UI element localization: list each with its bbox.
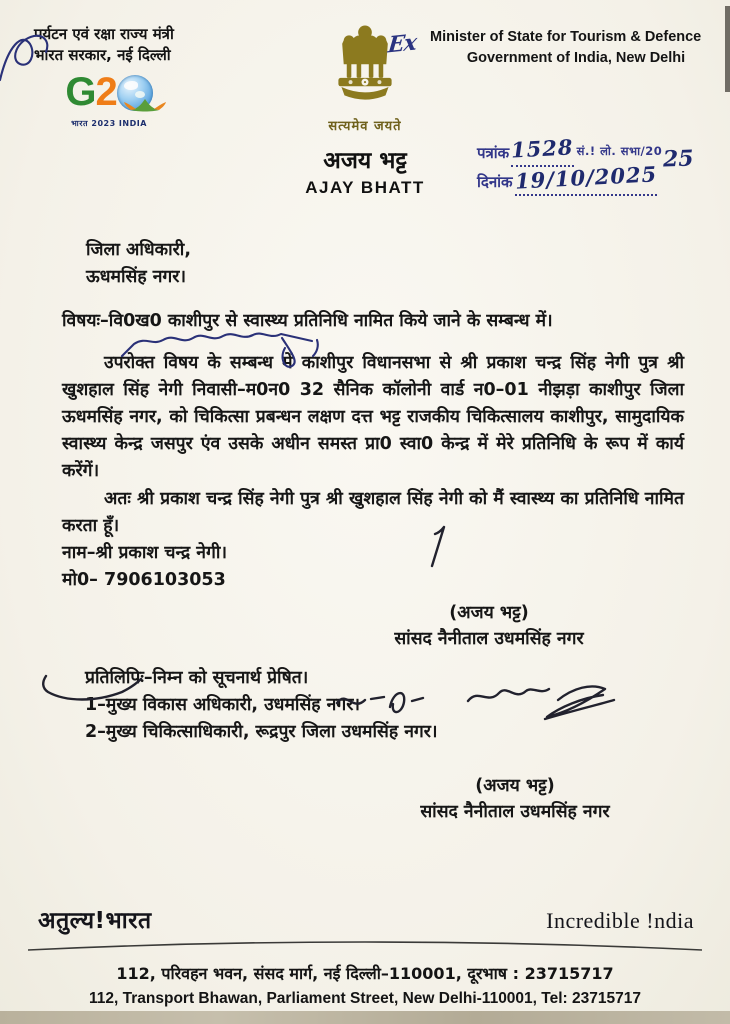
minister-designation-english-line2: Government of India, New Delhi (466, 50, 686, 67)
copy-to-heading: प्रतिलिपिः–निम्न को सूचनार्थ प्रेषित। (85, 668, 309, 688)
handwritten-year: 25 (662, 145, 695, 173)
minister-designation-english-line1: Minister of State for Tourism & Defence (430, 29, 702, 45)
handwritten-date: 19/10/2025 (514, 161, 658, 194)
paragraph-2: अतः श्री प्रकाश चन्द्र सिंह नेगी पुत्र श्री खुशहाल सिंह नेगी को मैं स्वास्थ्य का प्रतिनिधि नामित करता हूँ। (62, 489, 684, 536)
g20-logo (40, 70, 178, 129)
letter-number-line (510, 134, 575, 167)
signature-block-2 (380, 773, 650, 825)
minister-designation-hindi (34, 24, 174, 66)
scan-edge-artifact (725, 6, 730, 92)
date-label: दिनांक (477, 173, 513, 191)
handwritten-letter-number: 1528 (510, 134, 575, 163)
letter-number-row (477, 134, 695, 173)
signatory-title-2: सांसद नैनीताल उधमसिंह नगर (420, 802, 610, 822)
mobile-number-line: मो0– 7906103053 (62, 570, 226, 590)
copy-to-item-1: 1–मुख्य विकास अधिकारी, उधमसिंह नगर। (85, 695, 361, 715)
incredible-india-hindi-logo: अतुल्य!भारत (38, 908, 152, 934)
addressee-line2: ऊधमसिंह नगर। (86, 267, 187, 287)
addressee-line1: जिला अधिकारी, (86, 240, 191, 260)
addressee-block (86, 237, 684, 291)
letter-body (62, 237, 684, 825)
copy-to-item-2: 2–मुख्य चिकित्साधिकारी, रूद्रपुर जिला उधमसिंह नगर। (85, 722, 438, 742)
signatory-title: सांसद नैनीताल उधमसिंह नगर (394, 629, 584, 649)
signature-block-1 (354, 600, 624, 652)
date-line (514, 161, 658, 196)
handwritten-ex-note: Ex (386, 29, 418, 59)
globe-landmass (124, 81, 138, 90)
reference-block (477, 134, 695, 196)
minister-designation-hindi-line2: भारत सरकार, नई दिल्ली (34, 46, 171, 64)
signatory-name-2: (अजय भट्ट) (475, 776, 555, 796)
signatory-name: (अजय भट्ट) (449, 603, 529, 623)
letter-number-suffix: सं.! लो. सभा/20 (576, 144, 663, 158)
g20-letter-g: G (65, 70, 95, 114)
g20-caption: भारत 2023 INDIA (71, 119, 147, 128)
sender-name-english: AJAY BHATT (305, 178, 425, 197)
footer-divider-curve (28, 938, 702, 952)
paragraph-1: उपरोक्त विषय के सम्बन्ध में काशीपुर विधानसभा से श्री प्रकाश चन्द्र सिंह नेगी पुत्र श्री खुशहाल सिंह नेगी निवासी–म0न0 32 सैनिक कॉलोनी वार्ड न0–01 नीझड़ा काशीपुर जिला ऊधमसिंह नगर, को चिकित्सा प्रबन्धन लक्षण दत्त भट्ट राजकीय चिकित्सालय काशीपुर, सामुदायिक स्वास्थ्य केन्द्र जसपुर एंव उसके अधीन समस्त प्रा0 स्वा0 केन्द्र में मेरे प्रतिनिधि के रूप में कार्य करेंगें। (62, 353, 684, 481)
minister-designation-english (386, 27, 722, 69)
minister-designation-hindi-line1: पर्यटन एवं रक्षा राज्य मंत्री (34, 25, 174, 43)
scan-bottom-edge (0, 1011, 730, 1024)
footer-address-english: 112, Transport Bhawan, Parliament Street, New Delhi-110001, Tel: 23715717 (89, 990, 641, 1007)
lotus-icon (123, 97, 167, 113)
incredible-india-english-logo: Incredible !ndia (546, 908, 694, 933)
copy-to-section (85, 665, 684, 746)
subject-line: विषयः–वि0ख0 काशीपुर से स्वास्थ्य प्रतिनिधि नामित किये जाने के सम्बन्ध में। (62, 311, 553, 331)
emblem-motto: सत्यमेव जयते (328, 119, 402, 134)
footer-brand-row (38, 903, 694, 935)
letter-number-label: पत्रांक (477, 144, 510, 162)
footer-address-hindi: 112, परिवहन भवन, संसद मार्ग, नई दिल्ली–110001, दूरभाष : 23715717 (116, 964, 614, 983)
nominee-name-line: नाम–श्री प्रकाश चन्द्र नेगी। (62, 543, 228, 563)
date-row (477, 161, 694, 196)
sender-name-hindi: अजय भट्ट (323, 148, 407, 174)
g20-digit-2: 2 (95, 70, 116, 114)
